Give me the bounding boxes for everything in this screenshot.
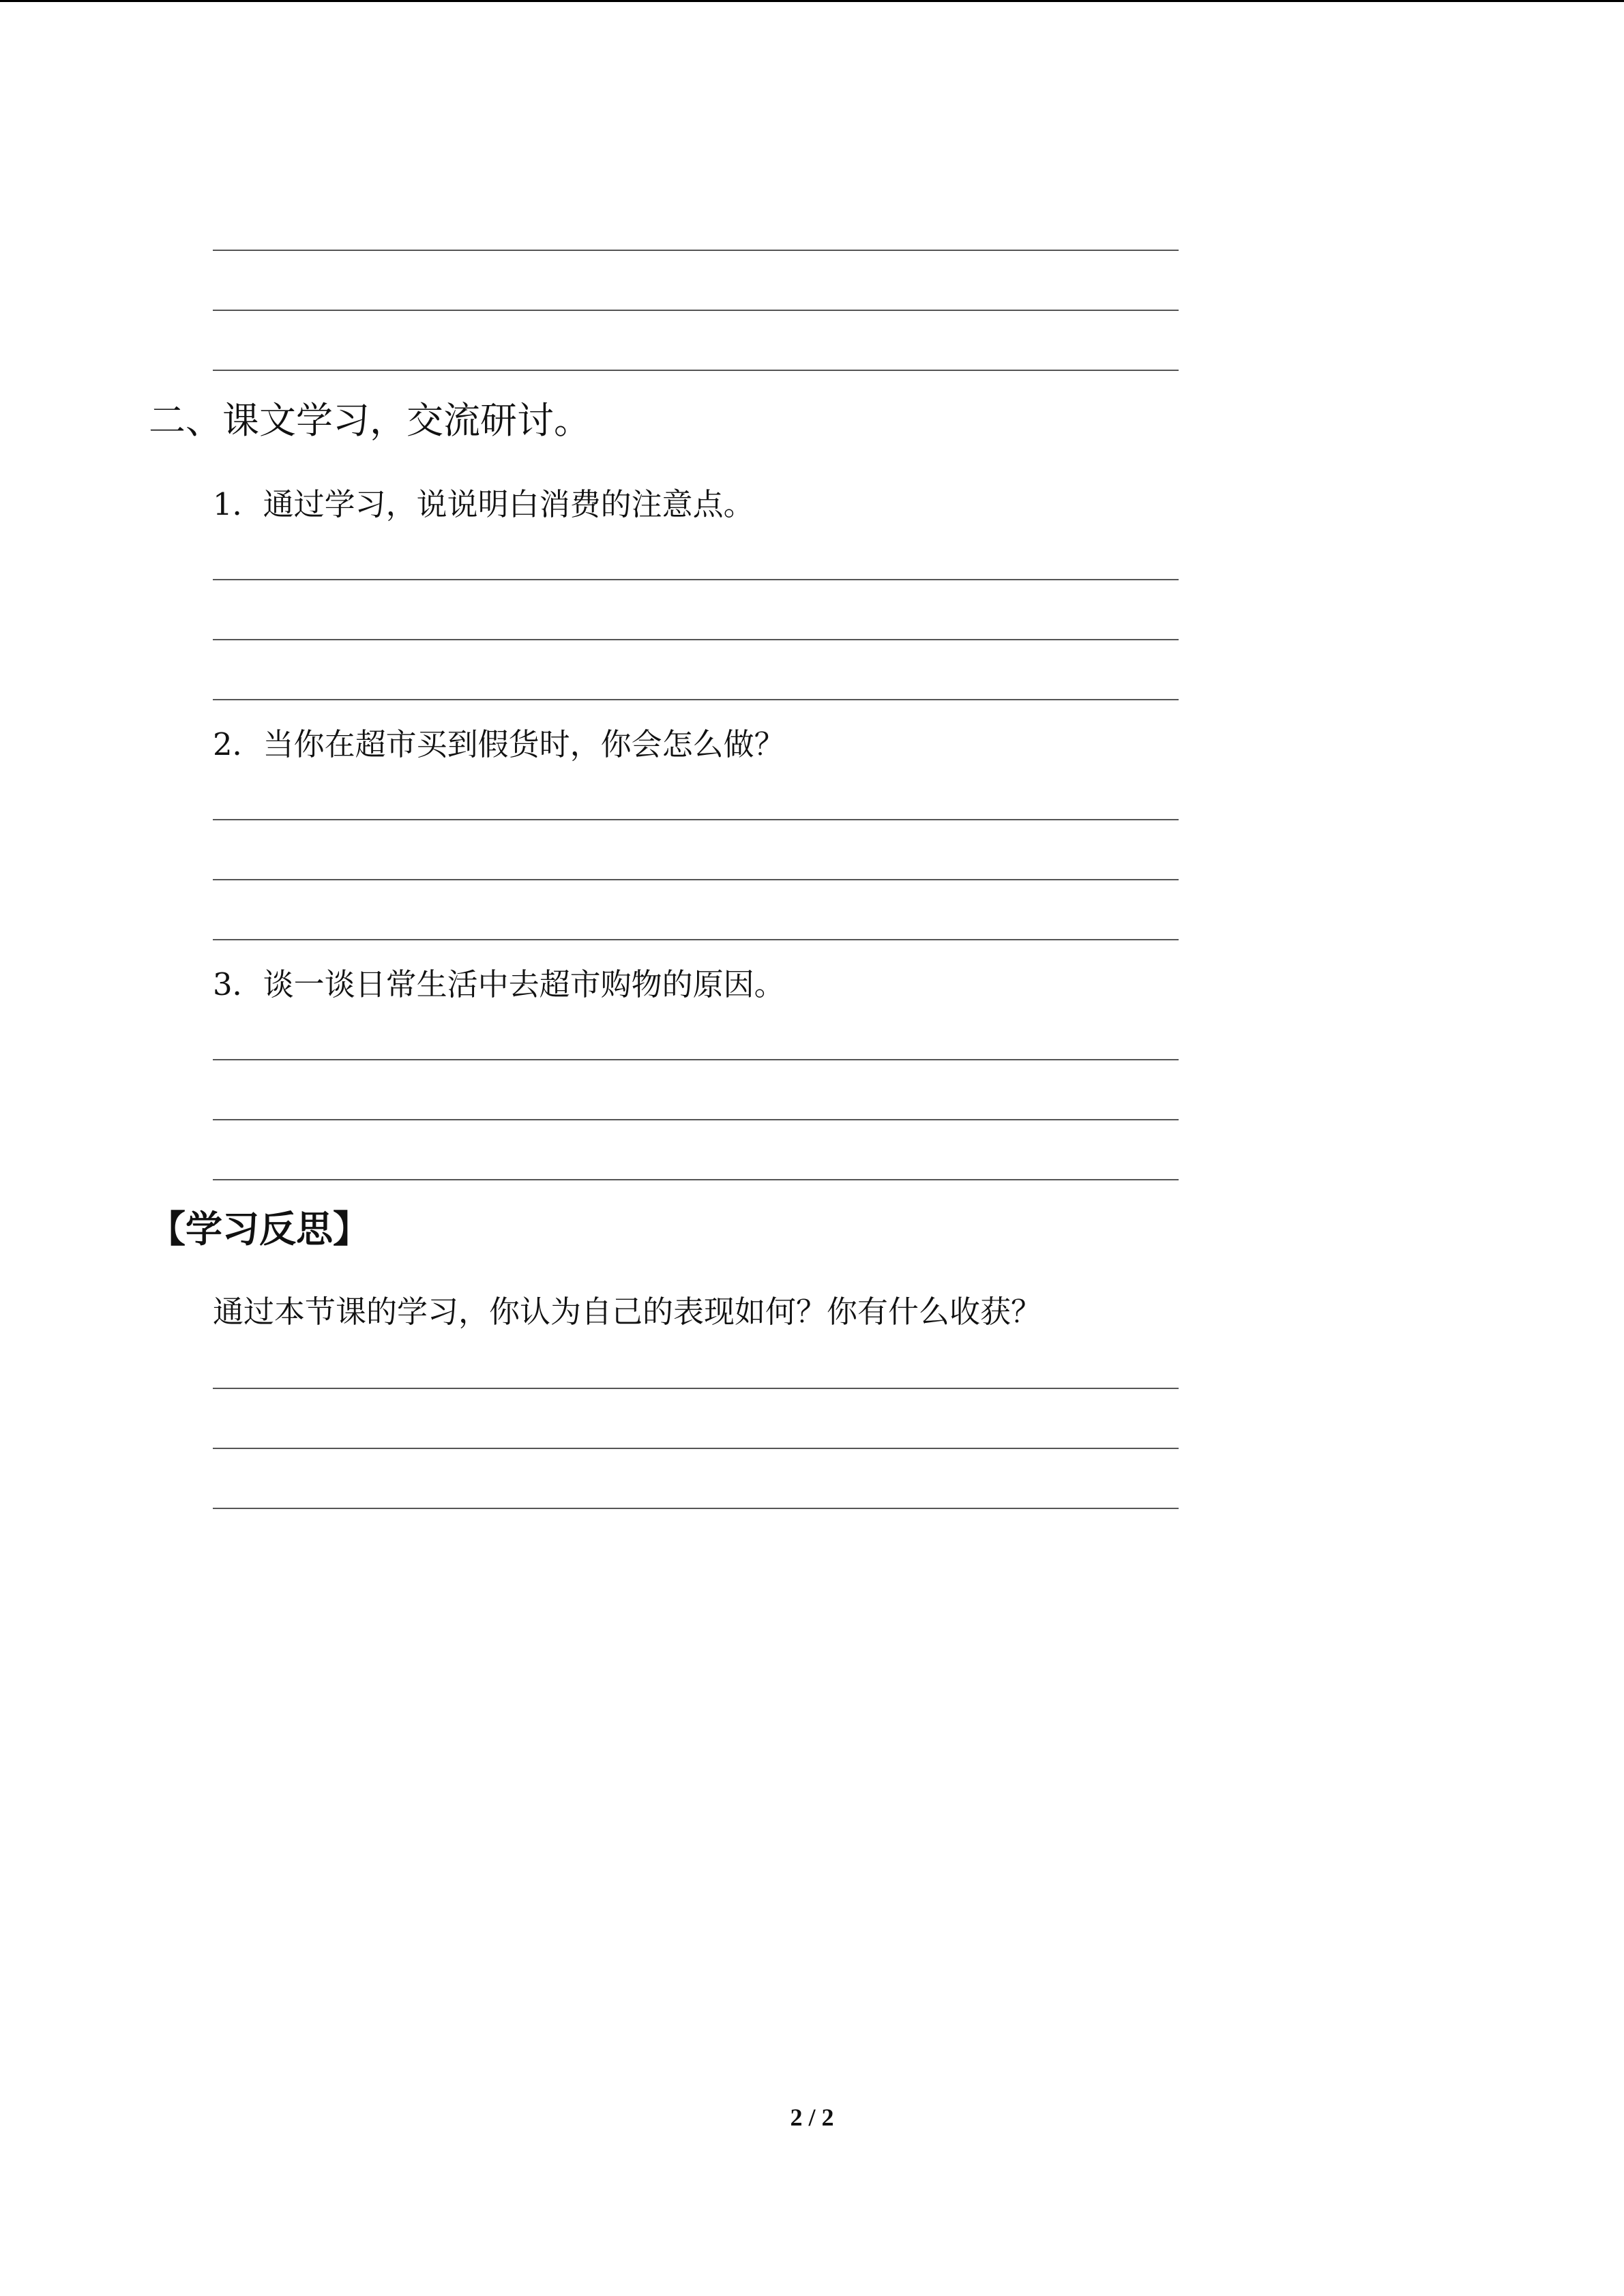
page-top-border bbox=[0, 0, 1624, 2]
answer-line bbox=[213, 310, 1179, 311]
answer-line[interactable] bbox=[213, 699, 1179, 700]
answer-line[interactable] bbox=[213, 639, 1179, 640]
answer-line[interactable] bbox=[213, 1059, 1179, 1060]
reflection-heading: 【学习反思】 bbox=[149, 1208, 370, 1251]
answer-line[interactable] bbox=[213, 939, 1179, 940]
answer-line[interactable] bbox=[213, 819, 1179, 820]
answer-line[interactable] bbox=[213, 1388, 1179, 1389]
answer-line[interactable] bbox=[213, 1179, 1179, 1180]
answer-line[interactable] bbox=[213, 879, 1179, 880]
question-2: 2．当你在超市买到假货时，你会怎么做？ bbox=[213, 726, 785, 762]
answer-line bbox=[213, 250, 1179, 251]
answer-line[interactable] bbox=[213, 1119, 1179, 1120]
page-number: 2 / 2 bbox=[790, 2104, 834, 2131]
answer-line bbox=[213, 370, 1179, 371]
answer-line[interactable] bbox=[213, 579, 1179, 580]
section-heading: 二、课文学习，交流研讨。 bbox=[149, 399, 591, 442]
question-1: 1．通过学习，说说明白消费的注意点。 bbox=[213, 486, 754, 522]
reflection-prompt: 通过本节课的学习，你认为自己的表现如何？你有什么收获？ bbox=[213, 1294, 1042, 1330]
answer-line[interactable] bbox=[213, 1448, 1179, 1449]
answer-line[interactable] bbox=[213, 1508, 1179, 1509]
question-3: 3．谈一谈日常生活中去超市购物的原因。 bbox=[213, 966, 785, 1002]
